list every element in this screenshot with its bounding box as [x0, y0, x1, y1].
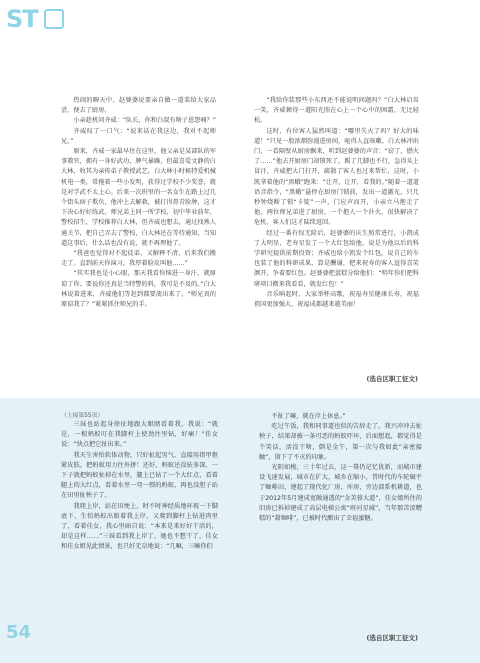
paragraph: “其实我也是小心眼，那天我看你恼进一身汗，就原谅了你。要说你还真是当特警的料，我可是不及的。”白大林说着进来，齐威他们等赶到都要流出来了。“师兄真的原谅我了？”紧紧抓住师兄的手。 — [61, 270, 216, 309]
continued-label: （上接第55页） — [61, 413, 104, 419]
paragraph: 我天生害怕软体动物，只好扯起男气，直接用指甲抠紧皮肤，把蚂蚁用力往外拼！还好，蚂蚁还没钻多深，一下子就把蚂蚁扯掉在水里，腿上已钻了一个大红点，看着腿上的大红点，看着水里一弯一弹的蚂蚁，再也没胆子站在田里扯秧子了。 — [61, 451, 218, 500]
magazine-logo — [6, 6, 72, 32]
paragraph: 经过一番有惊无险后，赵婆婆的庆生照常进行，小凯成了大明星，老寿星发了一个大红包给他，说是为他以后的科学研究提供前期投资；齐威也给小凯发个红包，说自己的车也装了他的科研成果，算是酬谢，把来祝寿的客人逗得喜笑颜开，争着要红包。赵婆婆把蛋糕分给他们：“明年你们把科研项目搬来我看看，就发红包！” — [254, 229, 419, 288]
bottom-article-signature: (选自区职工征文) — [366, 634, 418, 642]
paragraph: “我爸也觉得对不起徒弟，又解释不清，后来我们搬走了。直到前天你演习，我厚着脸皮叫他……” — [61, 250, 216, 268]
bottom-article-right-column — [259, 412, 422, 612]
paragraph: 音乐响起时，大家举杯高歌，祝福寿星健康长寿，祝福祖国更加强大，祝福成都越来越美丽！ — [254, 290, 419, 309]
logo-text: ST — [6, 5, 38, 33]
page-number: 54 — [6, 622, 32, 643]
top-article-left-column — [61, 96, 216, 396]
paragraph: 吃过午饭，我和同事道也似的告辞走了。我兴冲冲去扯秧子，结果却被一条可恶的蚂蚁吓坏，后面想起，都觉得是个笑话，活没干啥，倒是金午，第一次与我如此“亲密接触”，留下了不灭的印象。 — [259, 423, 422, 461]
seal-icon — [44, 9, 64, 29]
paragraph: 热闹的聊天中，赵婆婆说要亲自做一道菜给大家品尝，便去了厨房。 — [61, 97, 216, 115]
top-article-right-column — [254, 96, 419, 396]
paragraph: 光阴如梭，三十年过去，这一幕仍记忆犹新，而城市建设飞速发展，城市在扩大，城乡在缩小，昔时代的车轮碾平了咖啡田，建起了现代化厂房、库房，旁边部系机耕道，也于2012年5月建成宽敞通透的“金芙蓉大道”，佳女娘所住的旧房已拆掉建成了高层电梯公寓“府河星城”，当年那苦涩糟糕的“甜咖啡”，已被时代酿出了幸福蜜糖。 — [259, 464, 422, 523]
paragraph: 这时，有位客人猛然叫道：“哪里失火了吗？好大的味道！”只见一股浓烟弥漫进房间，呛得人直咳嗽。白大林冲出门，一看隔壁从厨房飘来，听到赵婆婆的声音：“窃了，燃火了……”他去开厨房门却锁死了，踢了几脚也不行，急得头上冒汗，齐威把大门打开，疏散了客人也过来帮忙，这时，小凯拿着他的“黑蛾”跑来：“让开，让开，看我的。”随着一道道语音指令，“黑蛾”悬停在厨房门锁前，发出一道激光，只几秒钟烧断了锁“卡锭”一声，门应声而开，小亲立马抱走了他，两位师兄弟进了厨房，一个抱人一个扑火，很快解决了危机，客人们这才陆续返回。 — [254, 127, 419, 227]
paragraph: 我爬上岸，站在田埂上，时不时神经质地环视一下脚底下，生怕蚂蚁出眼着我上岸，又爬到脚杆上钻进肉里了，看着佳女，我心里暗自说：“本来是来好好干活的，却是这样……”三妹看到我上岸了，她也不想干了，佳女和佳女姐见此情景，也只好无奈地说：“几嘛，三嘛你们 — [61, 502, 218, 551]
paragraph: 齐威叹了一口气：“说来话在我这边，我对不起师兄。” — [61, 127, 216, 145]
paragraph: “我给你装那些小东西还不能说明问题吗？”白大林启齿一笑，齐威顿得一道阳光照在心上一个心中的困霜，无比轻松。 — [254, 97, 419, 125]
paragraph: 三妹也站起身徐征地跟大眼睛看着我，我说：“就是，一根蚂蚁叮在我脚杆上使劲往里钻，好痛！”佳女说：“快点把它扯出来。” — [61, 421, 218, 449]
paragraph: 不扯了嘛，就在岸上休息。” — [271, 413, 346, 420]
paragraph: 原来，齐威一家最早住在这里，他父亲是某部队的军事教官，拥有一身好武功，脾气暴躁，但最喜爱文静的白大林，收其为亲传弟子教授武艺。白大林小时候特爱机械机电一类，常拖着一些小发明，获得过学校不少奖誉，就是对学武不太上心。后来一次班里的一名女生在路上过几个街头痞子欺负，他冲上去解救，被打得鼻青脸肿，这才下决心好好练武。师兄弟上同一所学校，初中毕业前年，警校招生，学校推荐白大林，但齐威也想去，通过找熟人通关节，把自己弄去了警校，白大林还在等待通知，当知道这事后，什么话也没有说，就不再理他了。 — [61, 148, 216, 247]
top-article-signature: (选自区职工征文) — [366, 375, 418, 383]
paragraph: 小亲趁机问齐威：“队长，你和白叔有啥子恩怨喃？” — [73, 117, 216, 125]
bottom-article-left-column — [61, 420, 218, 610]
